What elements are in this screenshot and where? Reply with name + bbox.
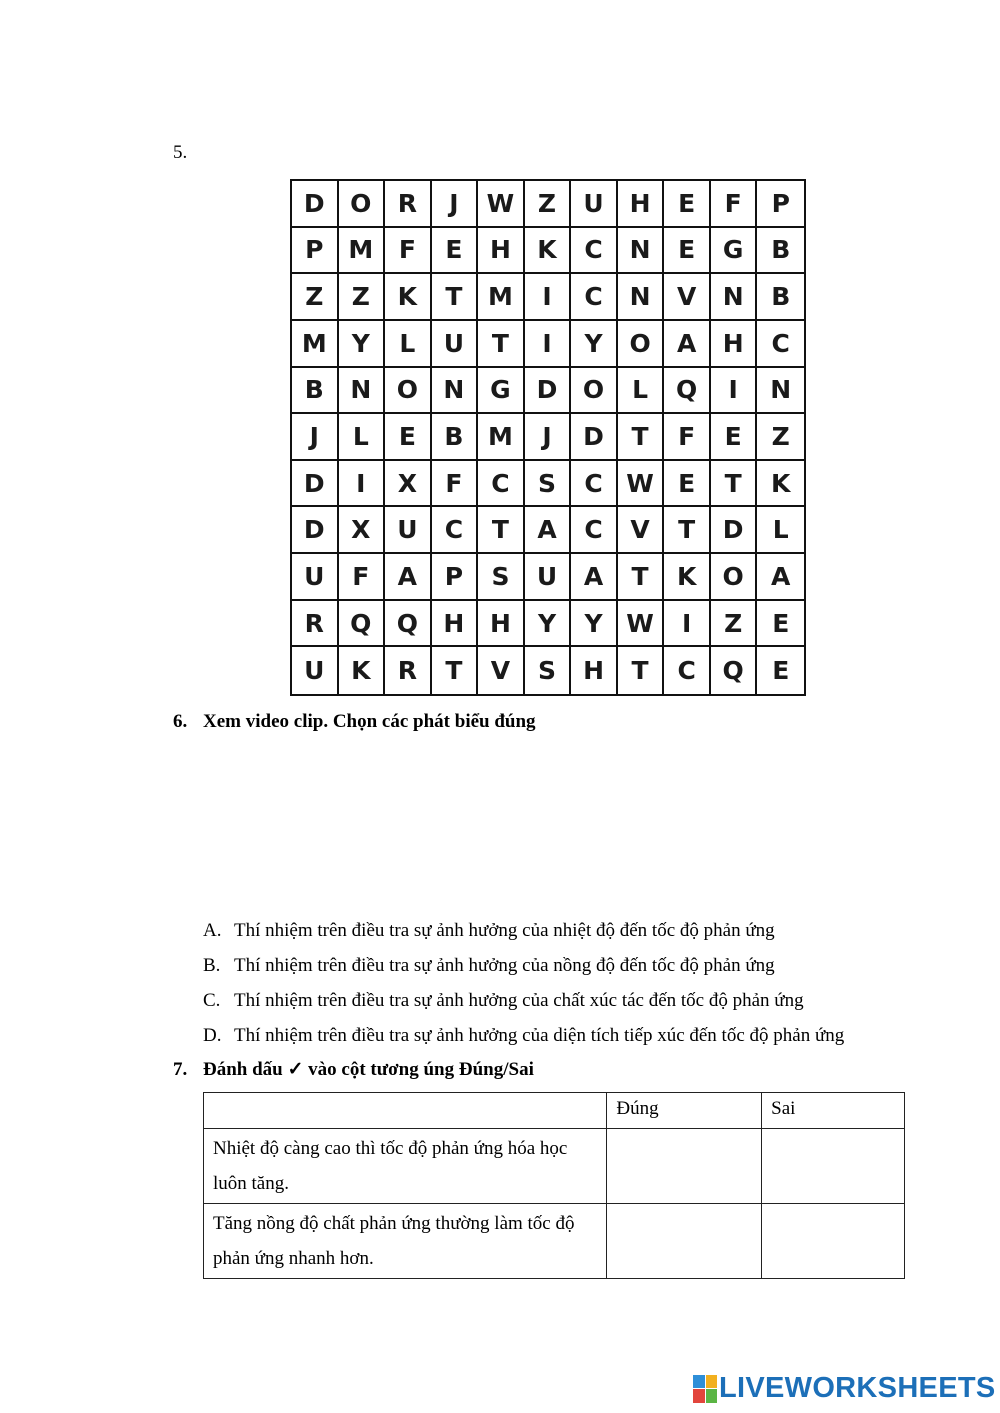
table-row [204,1204,905,1279]
true-answer-cell[interactable] [607,1129,762,1204]
grid-cell[interactable]: E [711,414,758,461]
grid-cell[interactable]: Y [339,321,386,368]
option-a[interactable] [203,918,844,953]
grid-cell[interactable]: J [432,181,479,228]
grid-cell[interactable]: O [385,368,432,415]
grid-cell[interactable]: K [757,461,804,508]
grid-cell[interactable]: F [385,228,432,275]
option-text: Thí nhiệm trên điều tra sự ảnh hưởng của diện tích tiếp xúc đến tốc độ phản ứng [234,1025,845,1046]
grid-cell[interactable]: E [664,181,711,228]
grid-cell[interactable]: T [618,554,665,601]
grid-cell[interactable]: T [618,414,665,461]
grid-cell[interactable]: D [292,507,339,554]
grid-cell[interactable]: H [711,321,758,368]
grid-cell[interactable]: C [571,274,618,321]
option-letter: C. [203,990,221,1011]
grid-cell[interactable]: D [525,368,572,415]
grid-cell[interactable]: F [664,414,711,461]
grid-cell[interactable]: T [478,507,525,554]
grid-cell[interactable]: M [478,274,525,321]
grid-cell[interactable]: C [432,507,479,554]
question-7-title: Đánh dấu ✓ vào cột tương úng Đúng/Sai [203,1059,534,1080]
table-header-row [204,1093,905,1129]
question-5-number: 5. [173,142,188,163]
grid-cell[interactable]: C [571,461,618,508]
grid-cell[interactable]: I [664,601,711,648]
table-header-true: Đúng [607,1093,762,1129]
grid-cell[interactable]: C [478,461,525,508]
grid-cell[interactable]: W [478,181,525,228]
grid-cell[interactable]: I [711,368,758,415]
grid-cell[interactable]: L [339,414,386,461]
grid-cell[interactable]: S [525,647,572,694]
grid-cell[interactable]: O [571,368,618,415]
grid-cell[interactable]: N [618,228,665,275]
grid-cell[interactable]: N [711,274,758,321]
grid-cell[interactable]: N [339,368,386,415]
grid-cell[interactable]: M [339,228,386,275]
grid-cell[interactable]: H [432,601,479,648]
grid-cell[interactable]: N [618,274,665,321]
grid-cell[interactable]: A [385,554,432,601]
grid-cell[interactable]: R [385,181,432,228]
option-d[interactable] [203,1023,844,1058]
grid-cell[interactable]: L [757,507,804,554]
grid-cell[interactable]: E [664,228,711,275]
grid-cell[interactable]: Q [711,647,758,694]
grid-cell[interactable]: H [618,181,665,228]
grid-cell[interactable]: H [478,601,525,648]
grid-cell[interactable]: L [618,368,665,415]
grid-cell[interactable]: D [571,414,618,461]
grid-cell[interactable]: U [292,554,339,601]
liveworksheets-logo-text: LIVEWORKSHEETS [719,1372,996,1404]
grid-cell[interactable]: Q [664,368,711,415]
grid-cell[interactable]: I [339,461,386,508]
grid-cell[interactable]: V [478,647,525,694]
logo-square [693,1389,705,1403]
grid-cell[interactable]: Q [339,601,386,648]
option-letter: B. [203,955,221,976]
grid-cell[interactable]: V [618,507,665,554]
grid-cell[interactable]: H [478,228,525,275]
grid-cell[interactable]: C [664,647,711,694]
grid-cell[interactable]: C [571,507,618,554]
option-letter: D. [203,1025,222,1046]
false-answer-cell[interactable] [762,1204,905,1279]
grid-cell[interactable]: K [525,228,572,275]
grid-cell[interactable]: I [525,274,572,321]
question-6-options [203,918,844,1058]
grid-cell[interactable]: T [432,647,479,694]
grid-cell[interactable]: U [292,647,339,694]
grid-cell[interactable]: A [664,321,711,368]
logo-square [706,1389,718,1403]
table-row [204,1129,905,1204]
table-header-false: Sai [762,1093,905,1129]
grid-cell[interactable]: E [432,228,479,275]
grid-cell[interactable]: B [292,368,339,415]
grid-cell[interactable]: P [292,228,339,275]
grid-cell[interactable]: U [571,181,618,228]
question-7-number: 7. [173,1059,188,1080]
grid-cell[interactable]: X [339,507,386,554]
grid-cell[interactable]: F [711,181,758,228]
grid-cell[interactable]: W [618,601,665,648]
grid-cell[interactable]: D [711,507,758,554]
grid-cell[interactable]: Y [571,601,618,648]
option-text: Thí nhiệm trên điều tra sự ảnh hưởng của nồng độ đến tốc độ phản ứng [234,955,775,976]
grid-cell[interactable]: U [432,321,479,368]
grid-cell[interactable]: R [385,647,432,694]
grid-cell[interactable]: E [772,656,790,686]
logo-square [706,1375,718,1389]
grid-cell[interactable]: S [525,461,572,508]
grid-cell[interactable]: Z [711,601,758,648]
grid-cell[interactable]: B [757,228,804,275]
grid-cell[interactable]: W [618,461,665,508]
word-search-grid[interactable] [290,179,806,696]
grid-cell[interactable]: G [478,368,525,415]
option-b[interactable] [203,953,844,988]
false-answer-cell[interactable] [762,1129,905,1204]
grid-cell[interactable]: Z [757,414,804,461]
grid-cell[interactable]: N [757,368,804,415]
grid-cell[interactable]: F [339,554,386,601]
option-text: Thí nhiệm trên điều tra sự ảnh hưởng của nhiệt độ đến tốc độ phản ứng [234,920,775,941]
question-6-number: 6. [173,711,188,732]
grid-cell[interactable]: O [339,181,386,228]
grid-cell[interactable]: Y [571,321,618,368]
grid-cell[interactable]: P [432,554,479,601]
grid-cell[interactable]: T [432,274,479,321]
grid-cell[interactable]: Q [385,601,432,648]
grid-cell[interactable]: O [711,554,758,601]
grid-cell[interactable]: M [478,414,525,461]
grid-cell[interactable]: X [385,461,432,508]
grid-cell[interactable]: T [618,647,665,694]
grid-cell[interactable]: A [757,554,804,601]
grid-cell[interactable]: K [339,647,386,694]
grid-cell[interactable]: E [757,601,804,648]
question-6-heading [173,711,536,733]
grid-cell[interactable]: J [525,414,572,461]
grid-cell[interactable]: A [525,507,572,554]
grid-cell[interactable]: F [432,461,479,508]
grid-cell[interactable]: V [664,274,711,321]
grid-cell[interactable]: D [292,461,339,508]
grid-cell[interactable]: D [292,181,339,228]
grid-cell[interactable]: G [711,228,758,275]
grid-cell[interactable]: S [478,554,525,601]
question-6-title: Xem video clip. Chọn các phát biểu đúng [203,711,536,732]
grid-cell[interactable]: L [385,321,432,368]
grid-cell[interactable]: A [571,554,618,601]
grid-cell[interactable]: Z [292,274,339,321]
grid-cell[interactable]: C [571,228,618,275]
grid-cell[interactable]: K [385,274,432,321]
grid-cell[interactable]: Y [525,601,572,648]
grid-cell[interactable]: N [432,368,479,415]
true-false-table [203,1092,905,1279]
grid-cell[interactable]: C [757,321,804,368]
grid-cell[interactable]: P [757,181,804,228]
grid-cell[interactable]: U [525,554,572,601]
statement-cell: Tăng nồng độ chất phản ứng thường làm tốc độ phản ứng nhanh hơn. [204,1204,607,1279]
true-answer-cell[interactable] [607,1204,762,1279]
grid-cell[interactable]: B [432,414,479,461]
grid-cell[interactable]: E [664,461,711,508]
grid-cell[interactable]: R [292,601,339,648]
grid-cell[interactable]: J [292,414,339,461]
grid-cell[interactable]: E [385,414,432,461]
option-c[interactable] [203,988,844,1023]
grid-cell[interactable]: O [618,321,665,368]
liveworksheets-logo-icon [693,1375,717,1403]
grid-cell[interactable]: B [757,274,804,321]
grid-cell[interactable]: U [385,507,432,554]
grid-cell[interactable]: T [664,507,711,554]
grid-cell[interactable]: I [525,321,572,368]
statement-cell: Nhiệt độ càng cao thì tốc độ phản ứng hóa học luôn tăng. [204,1129,607,1204]
grid-cell[interactable]: K [664,554,711,601]
grid-cell[interactable]: Z [339,274,386,321]
grid-cell[interactable]: H [571,647,618,694]
option-text: Thí nhiệm trên điều tra sự ảnh hưởng của chất xúc tác đến tốc độ phản ứng [234,990,804,1011]
logo-square [693,1375,705,1389]
grid-cell[interactable]: T [711,461,758,508]
grid-cell[interactable]: M [292,321,339,368]
option-letter: A. [203,920,222,941]
grid-cell[interactable]: Z [525,181,572,228]
grid-cell[interactable]: T [478,321,525,368]
table-header-statement [204,1093,607,1129]
liveworksheets-logo[interactable] [693,1372,996,1405]
question-7-heading [173,1058,534,1081]
